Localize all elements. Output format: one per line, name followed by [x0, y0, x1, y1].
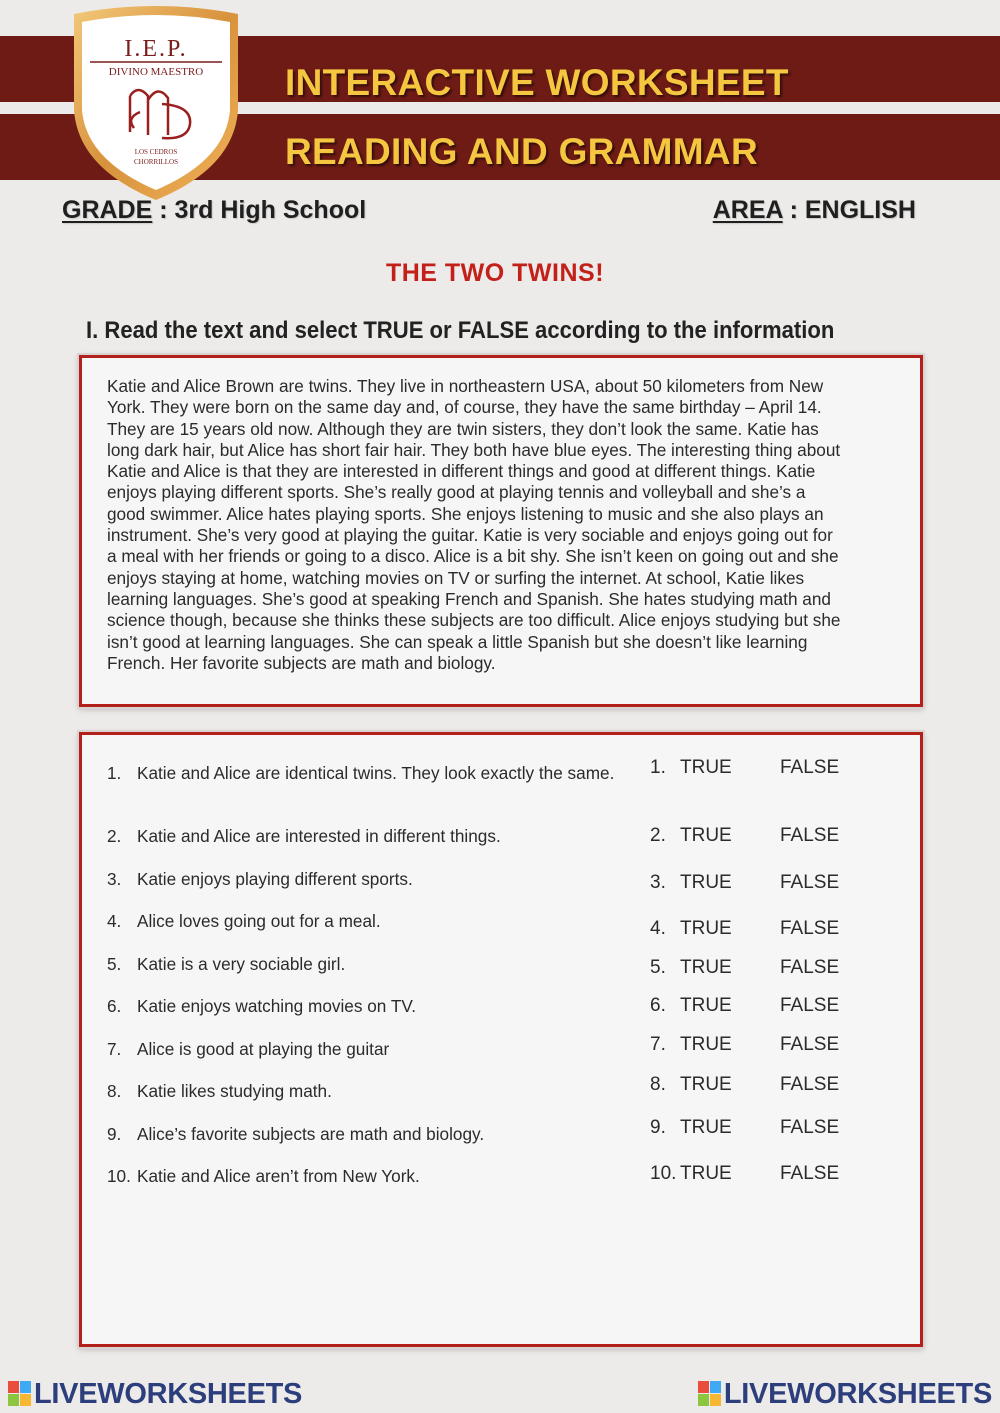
question-item-5	[107, 954, 607, 975]
passage-line: York. They were born on the same day and, of course, they have the same birthday – April 14.	[107, 397, 822, 418]
answer-row-6	[650, 995, 890, 1019]
question-item-4	[107, 911, 607, 932]
passage-line: science though, because she thinks these subjects are too difficult. Alice enjoys studying but she	[107, 610, 841, 631]
school-crest-logo	[66, 0, 246, 205]
true-option[interactable]: TRUE	[680, 872, 732, 893]
passage-line: Katie and Alice Brown are twins. They live in northeastern USA, about 50 kilometers from New	[107, 376, 824, 396]
answer-number: 7.	[650, 1034, 666, 1055]
question-number: 7.	[107, 1039, 122, 1059]
question-text: Katie enjoys playing different sports.	[137, 869, 413, 889]
passage-line: long dark hair, but Alice has short fair hair. They both have blue eyes. The interesting thing about	[107, 439, 841, 460]
grade-value: : 3rd High School	[159, 196, 367, 224]
question-text: Alice loves going out for a meal.	[137, 911, 381, 931]
question-text: Alice is good at playing the guitar	[137, 1039, 390, 1059]
liveworksheets-logo-text: LIVEWORKSHEETS	[723, 1378, 992, 1410]
answer-number: 9.	[650, 1117, 666, 1138]
question-item-3	[107, 869, 607, 890]
question-number: 8.	[107, 1081, 122, 1101]
answer-row-5	[650, 957, 890, 981]
crest-school-text: I.E.P.	[124, 36, 188, 62]
answer-number: 6.	[650, 995, 666, 1016]
area-value: : ENGLISH	[789, 196, 916, 224]
worksheet-title: INTERACTIVE WORKSHEET	[285, 62, 789, 103]
answer-number: 3.	[650, 872, 666, 893]
true-option[interactable]: TRUE	[680, 1074, 732, 1095]
passage-line: a meal with her friends or going to a disco. Alice is a bit shy. She isn’t keen on going out and she	[107, 546, 839, 567]
true-option[interactable]: TRUE	[680, 918, 732, 939]
answer-number: 5.	[650, 957, 666, 978]
answer-row-9	[650, 1117, 890, 1141]
true-option[interactable]: TRUE	[680, 957, 732, 978]
true-option[interactable]: TRUE	[680, 1034, 732, 1055]
false-option[interactable]: FALSE	[780, 757, 840, 778]
false-option[interactable]: FALSE	[780, 957, 840, 978]
answer-number: 4.	[650, 918, 666, 939]
question-item-10	[107, 1166, 607, 1187]
crest-footer-text-2: CHORRILLOS	[134, 158, 178, 166]
false-option[interactable]: FALSE	[780, 872, 840, 893]
true-option[interactable]: TRUE	[680, 757, 732, 778]
false-option[interactable]: FALSE	[780, 1074, 840, 1095]
answer-row-3	[650, 872, 890, 896]
story-title: THE TWO TWINS!	[385, 259, 605, 287]
question-text: Alice’s favorite subjects are math and biology.	[137, 1124, 485, 1144]
grade-label: GRADE	[62, 196, 153, 224]
passage-line: enjoys staying at home, watching movies on TV or surfing the internet. At school, Katie likes	[107, 567, 805, 588]
passage-line: enjoys playing different sports. She’s really good at playing tennis and volleyball and she’s a	[107, 482, 806, 503]
area-label: AREA	[712, 196, 783, 224]
question-number: 4.	[107, 911, 122, 931]
passage-line: instrument. She’s very good at playing the guitar. Katie is very sociable and enjoys going out for	[107, 525, 833, 546]
passage-line: learning languages. She’s good at speaking French and Spanish. She hates studying math and	[107, 588, 831, 609]
false-option[interactable]: FALSE	[780, 1163, 840, 1184]
false-option[interactable]: FALSE	[780, 825, 840, 846]
answer-number: 1.	[650, 757, 666, 778]
answer-row-10	[650, 1163, 890, 1187]
question-number: 6.	[107, 996, 122, 1016]
reading-passage-box	[79, 355, 923, 707]
question-text: Katie likes studying math.	[137, 1081, 332, 1101]
question-text: Katie is a very sociable girl.	[137, 954, 346, 974]
question-item-8	[107, 1081, 607, 1102]
answer-row-1	[650, 757, 890, 781]
false-option[interactable]: FALSE	[780, 995, 840, 1016]
false-option[interactable]: FALSE	[780, 1117, 840, 1138]
false-option[interactable]: FALSE	[780, 1034, 840, 1055]
question-item-6	[107, 996, 607, 1017]
answer-number: 10.	[650, 1163, 677, 1184]
question-text: Katie and Alice are interested in different things.	[137, 826, 501, 846]
crest-footer-text-1: LOS CEDROS	[134, 148, 178, 156]
liveworksheets-logo-left[interactable]	[8, 1377, 302, 1411]
reading-passage	[107, 376, 907, 674]
grade-info	[62, 196, 366, 225]
question-text: Katie and Alice are identical twins. They look exactly the same.	[137, 763, 615, 783]
question-number: 2.	[107, 826, 122, 846]
false-option[interactable]: FALSE	[780, 918, 840, 939]
question-number: 10.	[107, 1166, 131, 1186]
question-item-2	[107, 826, 607, 847]
answer-number: 8.	[650, 1074, 666, 1095]
questions-box	[79, 732, 923, 1347]
worksheet-subtitle: READING AND GRAMMAR	[285, 131, 758, 172]
true-option[interactable]: TRUE	[680, 825, 732, 846]
answer-row-4	[650, 918, 890, 942]
answer-row-7	[650, 1034, 890, 1058]
question-item-1	[107, 763, 627, 784]
question-item-7	[107, 1039, 607, 1060]
liveworksheets-blocks-icon	[698, 1381, 722, 1407]
true-option[interactable]: TRUE	[680, 995, 732, 1016]
liveworksheets-logo-text: LIVEWORKSHEETS	[34, 1378, 303, 1410]
true-option[interactable]: TRUE	[680, 1117, 732, 1138]
passage-line: good swimmer. Alice hates playing sports. She enjoys listening to music and she also plays an	[107, 503, 824, 524]
liveworksheets-logo-right[interactable]	[698, 1377, 992, 1411]
question-number: 3.	[107, 869, 122, 889]
question-number: 1.	[107, 763, 122, 783]
true-option[interactable]: TRUE	[680, 1163, 732, 1184]
passage-line: Katie and Alice is that they are interested in different things and good at different things. Katie	[107, 461, 816, 482]
answer-row-8	[650, 1074, 890, 1098]
question-number: 5.	[107, 954, 122, 974]
question-item-9	[107, 1124, 607, 1145]
liveworksheets-blocks-icon	[8, 1381, 32, 1407]
instruction-text: I. Read the text and select TRUE or FALSE according to the information	[86, 317, 835, 344]
question-text: Katie enjoys watching movies on TV.	[137, 996, 416, 1016]
crest-subtitle-text: DIVINO MAESTRO	[108, 66, 204, 78]
area-info	[713, 196, 916, 225]
question-text: Katie and Alice aren’t from New York.	[137, 1166, 420, 1186]
passage-line: isn’t good at learning languages. She can speak a little Spanish but she doesn’t like learning	[107, 631, 808, 652]
answer-number: 2.	[650, 825, 666, 846]
question-number: 9.	[107, 1124, 122, 1144]
passage-line: They are 15 years old now. Although they are twin sisters, they don’t look the same. Katie has	[107, 418, 819, 439]
answer-row-2	[650, 825, 890, 849]
passage-line: French. Her favorite subjects are math and biology.	[107, 652, 496, 673]
